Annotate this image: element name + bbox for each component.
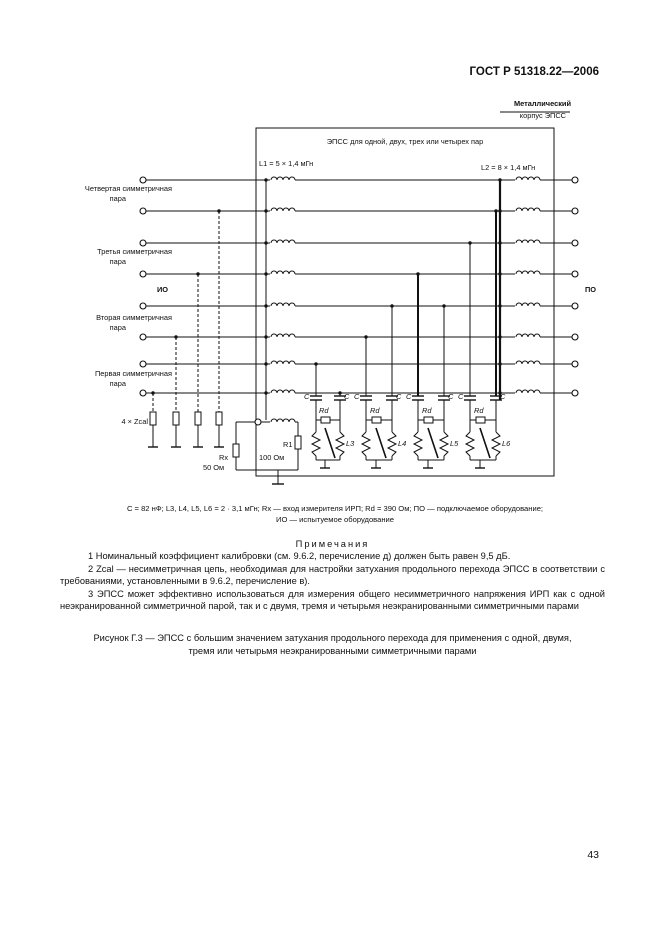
note-2: 2 Zcal — несимметричная цепь, необходимая для настройки затухания продольного перехода ЭПСС в соответствии с требованиями, установленными в 9.6.2, перечисление в). [60, 563, 605, 587]
l1-winding [271, 334, 295, 337]
junction-dot [196, 272, 199, 275]
figure-caption [60, 632, 605, 657]
left-terminal [140, 334, 146, 340]
measure-node [255, 419, 261, 425]
pair1-label-b: пара [109, 379, 126, 388]
junction-dot [416, 272, 419, 275]
r1-label: R1 [283, 440, 293, 449]
po-label: ПО [585, 285, 597, 294]
l1-winding [271, 240, 295, 243]
pair2-label-a: Вторая симметричная [96, 313, 172, 322]
rd-label: Rd [319, 406, 329, 415]
right-terminal [572, 390, 578, 396]
coupled-core [428, 428, 438, 458]
junction-dot [498, 362, 501, 365]
l2-winding [516, 303, 540, 306]
right-terminal [572, 208, 578, 214]
junction-dot [217, 209, 220, 212]
l2-winding [516, 271, 540, 274]
legend-line-1: C = 82 нФ; L3, L4, L5, L6 = 2 · 3,1 мГн; Rx — вход измерителя ИРП; Rd = 390 Ом; ПО — подключаемое оборудование; [126, 504, 544, 513]
coupled-inductor [312, 432, 320, 456]
capacitor-label: C [344, 392, 350, 401]
zcal-resistor [173, 412, 179, 425]
l2-winding [516, 208, 540, 211]
capacitor-label: C [406, 392, 412, 401]
figure-legend [70, 503, 600, 525]
rd-label: Rd [422, 406, 432, 415]
right-terminal [572, 177, 578, 183]
junction-dot [364, 335, 367, 338]
junction-dot [494, 209, 497, 212]
note-1: 1 Номинальный коэффициент калибровки (см. 9.6.2, перечисление д) должен быть равен 9,5 дБ. [88, 551, 511, 562]
l1-winding [271, 361, 295, 364]
junction-dot [498, 272, 501, 275]
enclosure-label-1: Металлический [513, 99, 571, 108]
r1-resistor [295, 436, 301, 449]
left-terminal [140, 208, 146, 214]
rd-resistor [321, 417, 330, 423]
junction-dot [264, 209, 267, 212]
l2-label: L2 = 8 × 1,4 мГн [481, 163, 536, 172]
junction-dot [468, 241, 471, 244]
rd-resistor [476, 417, 485, 423]
zcal-resistor [195, 412, 201, 425]
right-terminal [572, 361, 578, 367]
capacitor-label: C [500, 392, 506, 401]
coupled-inductor [336, 432, 344, 456]
l2-winding [516, 177, 540, 180]
junction-dot [264, 241, 267, 244]
rx-label: Rx [219, 453, 229, 462]
capacitor-label: C [448, 392, 454, 401]
junction-dot [442, 304, 445, 307]
l2-winding [516, 390, 540, 393]
l2-winding [516, 361, 540, 364]
r1-value: 100 Ом [259, 453, 285, 462]
junction-dot [498, 304, 501, 307]
coupled-inductor [388, 432, 396, 456]
zcal-label: 4 × Zcal [121, 417, 148, 426]
l1-winding [271, 177, 295, 180]
l1-winding [271, 271, 295, 274]
junction-dot [264, 304, 267, 307]
l1-winding [271, 390, 295, 393]
rd-resistor [372, 417, 381, 423]
rx-resistor [233, 444, 239, 457]
pair4-label-b: пара [109, 194, 126, 203]
junction-dot [264, 272, 267, 275]
pair3-label-b: пара [109, 257, 126, 266]
right-terminal [572, 271, 578, 277]
junction-dot [498, 209, 501, 212]
caption-line-1: Рисунок Г.3 — ЭПСС с большим значением затухания продольного перехода для применения с одной, двумя, [93, 633, 572, 643]
left-terminal [140, 271, 146, 277]
capacitor-label: C [304, 392, 310, 401]
left-terminal [140, 390, 146, 396]
coupled-inductor [440, 432, 448, 456]
left-terminal [140, 177, 146, 183]
junction-dot [264, 335, 267, 338]
l2-winding [516, 240, 540, 243]
capacitor-label: C [396, 392, 402, 401]
coupled-core [376, 428, 386, 458]
junction-dot [498, 241, 501, 244]
right-terminal [572, 303, 578, 309]
junction-dot [264, 362, 267, 365]
box-title: ЭПСС для одной, двух, трех или четырех пар [326, 137, 484, 146]
coupled-inductor [492, 432, 500, 456]
junction-dot [498, 178, 501, 181]
zcal-resistor [216, 412, 222, 425]
legend-line-2: ИО — испытуемое оборудование [275, 515, 395, 524]
pair2-label-b: пара [109, 323, 126, 332]
inductor-label: L5 [450, 439, 459, 448]
l1-label: L1 = 5 × 1,4 мГн [259, 159, 314, 168]
junction-dot [338, 391, 341, 394]
coupled-core [480, 428, 490, 458]
caption-line-2: тремя или четырьмя неэкранированными симметричными парами [188, 645, 477, 656]
notes-block [60, 538, 605, 612]
notes-title: Примечания [295, 539, 370, 549]
pair4-label-a: Четвертая симметричная [84, 184, 172, 193]
capacitor-label: C [458, 392, 464, 401]
rd-resistor [424, 417, 433, 423]
rx-value: 50 Ом [203, 463, 225, 472]
pair1-label-a: Первая симметричная [94, 369, 172, 378]
rd-label: Rd [474, 406, 484, 415]
inductor-label: L6 [502, 439, 511, 448]
io-label: ИО [157, 285, 169, 294]
pair3-label-a: Третья симметричная [97, 247, 172, 256]
zcal-resistor [150, 412, 156, 425]
coupled-inductor [414, 432, 422, 456]
left-terminal [140, 361, 146, 367]
enclosure-label-2: корпус ЭПСС [519, 111, 566, 120]
coupled-inductor [362, 432, 370, 456]
l1-winding [271, 208, 295, 211]
junction-dot [264, 178, 267, 181]
junction-dot [151, 391, 154, 394]
junction-dot [264, 391, 267, 394]
note-3: 3 ЭПСС может эффективно использоваться для измерения общего несимметричного напряжения ИРП как с одной неэкранированной симметричной парой, так и с двумя, тремя и четырьмя неэкранированными симметричными парами [60, 588, 605, 612]
junction-dot [174, 335, 177, 338]
junction-dot [314, 362, 317, 365]
coupled-inductor [466, 432, 474, 456]
l1-winding [271, 303, 295, 306]
junction-dot [390, 304, 393, 307]
l2-winding [516, 334, 540, 337]
rd-label: Rd [370, 406, 380, 415]
inductor-label: L3 [346, 439, 355, 448]
coupled-core [325, 428, 335, 458]
l1-ground-winding [271, 419, 295, 422]
right-terminal [572, 334, 578, 340]
page-number: 43 [587, 849, 599, 861]
inductor-label: L4 [398, 439, 407, 448]
junction-dot [498, 335, 501, 338]
document-header: ГОСТ Р 51318.22—2006 [469, 66, 599, 78]
left-terminal [140, 303, 146, 309]
right-terminal [572, 240, 578, 246]
left-terminal [140, 240, 146, 246]
capacitor-label: C [354, 392, 360, 401]
